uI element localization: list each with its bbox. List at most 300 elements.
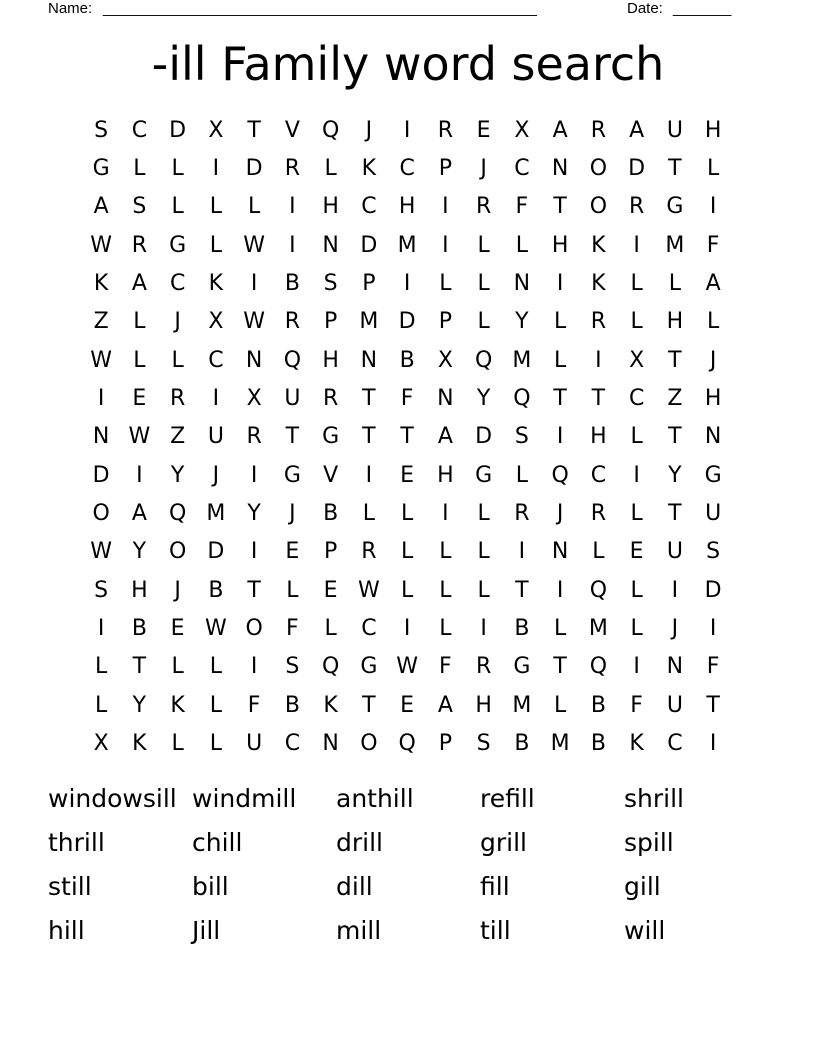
grid-letter: P bbox=[362, 271, 376, 297]
grid-letter: X bbox=[246, 386, 262, 412]
grid-letter: J bbox=[365, 117, 373, 143]
grid-letter: G bbox=[360, 654, 378, 680]
grid-letter: M bbox=[512, 692, 532, 718]
grid-letter: I bbox=[633, 462, 640, 488]
word-list-item: anthill bbox=[336, 783, 414, 813]
grid-letter: H bbox=[704, 386, 722, 412]
grid-letter: D bbox=[207, 539, 225, 565]
grid-letter: L bbox=[515, 232, 528, 258]
grid-letter: N bbox=[551, 539, 569, 565]
word-list-item: drill bbox=[336, 827, 383, 857]
grid-letter: B bbox=[514, 616, 530, 642]
grid-letter: T bbox=[668, 156, 682, 182]
grid-letter: G bbox=[704, 462, 722, 488]
grid-letter: W bbox=[90, 539, 112, 565]
grid-letter: L bbox=[439, 271, 452, 297]
grid-letter: G bbox=[92, 156, 110, 182]
word-list-item: refill bbox=[480, 783, 535, 813]
grid-letter: L bbox=[553, 347, 567, 373]
grid-letter: R bbox=[590, 309, 607, 335]
grid-letter: I bbox=[136, 462, 143, 488]
grid-letter: N bbox=[322, 232, 339, 258]
grid-letter: T bbox=[553, 194, 567, 220]
grid-letter: E bbox=[400, 462, 415, 488]
grid-letter: F bbox=[706, 232, 720, 258]
grid-letter: S bbox=[323, 271, 338, 297]
word-list-item: bill bbox=[192, 871, 229, 901]
grid-letter: L bbox=[133, 156, 146, 182]
grid-letter: L bbox=[247, 194, 261, 220]
grid-letter: H bbox=[131, 577, 148, 603]
grid-letter: L bbox=[477, 539, 490, 565]
grid-letter: T bbox=[668, 347, 682, 373]
word-list-item: mill bbox=[336, 915, 382, 945]
grid-letter: I bbox=[212, 156, 220, 182]
grid-letter: E bbox=[476, 117, 491, 143]
word-list-item: spill bbox=[624, 827, 674, 857]
grid-letter: B bbox=[323, 501, 339, 527]
grid-letter: S bbox=[514, 424, 529, 450]
grid-letter: R bbox=[284, 309, 301, 335]
grid-letter: T bbox=[553, 654, 567, 680]
word-list bbox=[48, 776, 768, 952]
grid-letter: I bbox=[250, 271, 258, 297]
grid-letter: I bbox=[442, 194, 449, 220]
grid-letter: R bbox=[437, 117, 454, 143]
grid-letter: T bbox=[668, 424, 682, 450]
grid-letter: V bbox=[284, 117, 300, 143]
grid-letter: O bbox=[589, 156, 608, 182]
grid-letter: T bbox=[362, 424, 376, 450]
grid-letter: F bbox=[247, 692, 261, 718]
grid-letter: I bbox=[556, 577, 564, 603]
grid-letter: J bbox=[212, 462, 220, 488]
grid-letter: Q bbox=[589, 654, 608, 680]
grid-letter: I bbox=[403, 271, 411, 297]
grid-letter: D bbox=[360, 232, 378, 258]
grid-letter: T bbox=[285, 424, 300, 450]
grid-letter: L bbox=[630, 309, 643, 335]
grid-letter: J bbox=[709, 347, 717, 373]
grid-letter: X bbox=[437, 347, 453, 373]
grid-letter: H bbox=[475, 692, 492, 718]
grid-letter: S bbox=[94, 577, 109, 603]
grid-letter: F bbox=[706, 654, 720, 680]
grid-letter: H bbox=[590, 424, 607, 450]
grid-letter: X bbox=[514, 117, 530, 143]
grid-letter: L bbox=[630, 577, 643, 603]
grid-letter: Z bbox=[170, 424, 186, 450]
grid-letter: I bbox=[709, 731, 717, 757]
grid-letter: S bbox=[94, 117, 109, 143]
grid-letter: I bbox=[595, 347, 602, 373]
grid-letter: L bbox=[477, 577, 490, 603]
grid-letter: U bbox=[666, 117, 683, 143]
grid-letter: B bbox=[590, 731, 606, 757]
date-label: Date: bbox=[627, 0, 663, 17]
grid-letter: F bbox=[515, 194, 529, 220]
grid-letter: R bbox=[590, 501, 607, 527]
grid-letter: C bbox=[399, 156, 415, 182]
grid-letter: I bbox=[97, 616, 105, 642]
grid-letter: C bbox=[284, 731, 301, 757]
grid-letter: Y bbox=[132, 692, 147, 718]
word-list-item: will bbox=[624, 915, 666, 945]
grid-letter: L bbox=[324, 156, 337, 182]
grid-letter: T bbox=[591, 386, 606, 412]
grid-letter: A bbox=[93, 194, 109, 220]
grid-letter: U bbox=[207, 424, 224, 450]
grid-letter: T bbox=[668, 501, 682, 527]
word-list-item: thrill bbox=[48, 827, 105, 857]
grid-letter: L bbox=[209, 731, 222, 757]
grid-letter: K bbox=[629, 731, 644, 757]
grid-letter: L bbox=[209, 654, 222, 680]
grid-letter: K bbox=[93, 271, 109, 297]
word-list-item: still bbox=[48, 871, 92, 901]
grid-letter: L bbox=[171, 731, 184, 757]
grid-letter: N bbox=[704, 424, 722, 450]
grid-letter: Q bbox=[398, 731, 416, 757]
grid-letter: O bbox=[245, 616, 263, 642]
grid-letter: L bbox=[171, 654, 184, 680]
grid-letter: R bbox=[475, 654, 492, 680]
grid-letter: U bbox=[246, 731, 263, 757]
grid-letter: L bbox=[400, 577, 414, 603]
grid-letter: L bbox=[400, 501, 414, 527]
grid-letter: Y bbox=[668, 462, 682, 488]
grid-letter: L bbox=[630, 501, 643, 527]
grid-letter: Q bbox=[321, 117, 340, 143]
grid-letter: I bbox=[365, 462, 373, 488]
grid-letter: K bbox=[170, 692, 185, 718]
grid-letter: X bbox=[208, 309, 224, 335]
grid-letter: W bbox=[204, 616, 227, 642]
grid-letter: B bbox=[284, 692, 300, 718]
grid-letter: W bbox=[128, 424, 151, 450]
grid-letter: L bbox=[133, 309, 146, 335]
grid-letter: B bbox=[399, 347, 415, 373]
grid-letter: E bbox=[629, 539, 644, 565]
grid-letter: F bbox=[286, 616, 299, 642]
word-list-item: fill bbox=[480, 871, 510, 901]
word-list-item: dill bbox=[336, 871, 373, 901]
grid-letter: N bbox=[666, 654, 684, 680]
grid-letter: R bbox=[475, 194, 492, 220]
word-list-item: windmill bbox=[192, 783, 297, 813]
grid-letter: A bbox=[629, 117, 645, 143]
grid-letter: U bbox=[284, 386, 301, 412]
grid-letter: I bbox=[212, 386, 220, 412]
grid-letter: L bbox=[400, 539, 414, 565]
grid-letter: I bbox=[709, 616, 717, 642]
grid-letter: S bbox=[132, 194, 147, 220]
grid-letter: H bbox=[322, 194, 339, 220]
grid-letter: L bbox=[94, 654, 108, 680]
grid-letter: Y bbox=[132, 539, 147, 565]
grid-letter: L bbox=[439, 616, 452, 642]
grid-letter: E bbox=[132, 386, 147, 412]
grid-letter: L bbox=[171, 347, 184, 373]
grid-letter: D bbox=[398, 309, 416, 335]
grid-letter: L bbox=[515, 462, 528, 488]
grid-letter: E bbox=[170, 616, 185, 642]
grid-letter: I bbox=[97, 386, 105, 412]
grid-letter: L bbox=[477, 271, 490, 297]
grid-letter: A bbox=[705, 271, 721, 297]
grid-letter: W bbox=[90, 347, 112, 373]
grid-letter: Q bbox=[474, 347, 493, 373]
grid-letter: P bbox=[438, 309, 453, 335]
grid-letter: I bbox=[289, 232, 296, 258]
grid-letter: X bbox=[629, 347, 645, 373]
grid-letter: R bbox=[131, 232, 148, 258]
grid-letter: I bbox=[403, 117, 411, 143]
grid-letter: F bbox=[439, 654, 452, 680]
grid-letter: D bbox=[704, 577, 722, 603]
grid-letter: I bbox=[403, 616, 411, 642]
grid-letter: M bbox=[397, 232, 417, 258]
grid-letter: H bbox=[704, 117, 722, 143]
grid-letter: L bbox=[171, 156, 184, 182]
grid-letter: L bbox=[439, 539, 452, 565]
grid-letter: X bbox=[208, 117, 224, 143]
grid-letter: I bbox=[671, 577, 679, 603]
grid-letter: I bbox=[480, 616, 487, 642]
grid-letter: L bbox=[553, 616, 567, 642]
grid-letter: D bbox=[628, 156, 646, 182]
grid-letter: I bbox=[442, 501, 449, 527]
grid-letter: L bbox=[209, 232, 222, 258]
grid-letter: S bbox=[476, 731, 491, 757]
grid-letter: L bbox=[171, 194, 184, 220]
grid-letter: L bbox=[477, 501, 490, 527]
grid-letter: L bbox=[668, 271, 681, 297]
grid-letter: L bbox=[630, 616, 643, 642]
grid-letter: C bbox=[208, 347, 224, 373]
grid-letter: N bbox=[322, 731, 339, 757]
grid-letter: G bbox=[475, 462, 493, 488]
grid-letter: B bbox=[131, 616, 147, 642]
name-label: Name: bbox=[48, 0, 93, 17]
grid-letter: N bbox=[360, 347, 378, 373]
grid-letter: I bbox=[289, 194, 296, 220]
grid-letter: L bbox=[286, 577, 299, 603]
grid-letter: A bbox=[437, 692, 453, 718]
grid-letter: M bbox=[665, 232, 685, 258]
grid-letter: M bbox=[588, 616, 608, 642]
grid-letter: D bbox=[475, 424, 493, 450]
grid-letter: V bbox=[323, 462, 339, 488]
grid-letter: H bbox=[551, 232, 569, 258]
grid-letter: X bbox=[93, 731, 109, 757]
grid-letter: F bbox=[400, 386, 414, 412]
grid-letter: K bbox=[323, 692, 338, 718]
grid-letter: Y bbox=[515, 309, 529, 335]
grid-letter: L bbox=[209, 194, 222, 220]
grid-letter: A bbox=[552, 117, 568, 143]
grid-letter: I bbox=[442, 232, 449, 258]
grid-letter: F bbox=[630, 692, 643, 718]
grid-letter: I bbox=[250, 462, 258, 488]
grid-letter: E bbox=[400, 692, 415, 718]
grid-letter: U bbox=[666, 539, 683, 565]
grid-letter: T bbox=[362, 386, 376, 412]
grid-letter: L bbox=[133, 347, 146, 373]
word-list-item: gill bbox=[624, 871, 661, 901]
grid-letter: N bbox=[513, 271, 531, 297]
grid-letter: Z bbox=[93, 309, 109, 335]
grid-letter: S bbox=[706, 539, 721, 565]
header-line bbox=[48, 0, 748, 18]
grid-letter: C bbox=[169, 271, 186, 297]
grid-letter: H bbox=[322, 347, 339, 373]
grid-letter: Y bbox=[247, 501, 261, 527]
grid-letter: C bbox=[590, 462, 607, 488]
grid-letter: L bbox=[94, 692, 108, 718]
grid-letter: Y bbox=[170, 462, 185, 488]
grid-letter: P bbox=[438, 731, 453, 757]
date-blank-line: _______ bbox=[673, 0, 732, 17]
letter-grid bbox=[82, 111, 732, 763]
grid-letter: L bbox=[362, 501, 375, 527]
grid-letter: C bbox=[361, 616, 377, 642]
grid-letter: L bbox=[553, 692, 567, 718]
grid-letter: W bbox=[90, 232, 112, 258]
grid-letter: R bbox=[628, 194, 645, 220]
grid-letter: D bbox=[169, 117, 187, 143]
grid-letter: C bbox=[628, 386, 645, 412]
grid-letter: A bbox=[437, 424, 453, 450]
word-list-item: hill bbox=[48, 915, 85, 945]
grid-letter: B bbox=[514, 731, 530, 757]
grid-letter: M bbox=[206, 501, 226, 527]
grid-letter: W bbox=[243, 309, 265, 335]
grid-letter: E bbox=[323, 577, 338, 603]
grid-letter: T bbox=[706, 692, 720, 718]
grid-letter: R bbox=[514, 501, 530, 527]
name-blank-line: ____________________________________________________ bbox=[103, 0, 537, 17]
grid-letter: E bbox=[285, 539, 300, 565]
grid-letter: T bbox=[247, 117, 261, 143]
grid-letter: B bbox=[590, 692, 606, 718]
grid-letter: T bbox=[132, 654, 147, 680]
grid-letter: M bbox=[359, 309, 379, 335]
grid-letter: G bbox=[666, 194, 684, 220]
grid-letter: J bbox=[556, 501, 564, 527]
grid-letter: Q bbox=[551, 462, 569, 488]
grid-letter: J bbox=[480, 156, 487, 182]
grid-letter: Q bbox=[321, 654, 340, 680]
grid-letter: R bbox=[590, 117, 607, 143]
grid-letter: G bbox=[513, 654, 531, 680]
grid-letter: W bbox=[357, 577, 380, 603]
grid-letter: M bbox=[512, 347, 532, 373]
grid-letter: K bbox=[208, 271, 224, 297]
grid-letter: N bbox=[551, 156, 569, 182]
grid-letter: P bbox=[323, 539, 338, 565]
word-list-item: Jill bbox=[192, 915, 221, 945]
grid-letter: A bbox=[131, 271, 147, 297]
grid-letter: I bbox=[556, 271, 564, 297]
grid-letter: N bbox=[437, 386, 454, 412]
grid-letter: Q bbox=[168, 501, 187, 527]
grid-letter: T bbox=[400, 424, 414, 450]
grid-letter: D bbox=[245, 156, 263, 182]
grid-letter: P bbox=[438, 156, 453, 182]
grid-letter: L bbox=[706, 309, 720, 335]
grid-letter: U bbox=[705, 501, 722, 527]
grid-letter: I bbox=[250, 654, 258, 680]
grid-letter: Y bbox=[476, 386, 491, 412]
grid-letter: I bbox=[250, 539, 258, 565]
grid-letter: L bbox=[706, 156, 720, 182]
grid-letter: R bbox=[246, 424, 262, 450]
grid-letter: J bbox=[174, 577, 181, 603]
grid-letter: Q bbox=[513, 386, 531, 412]
grid-letter: J bbox=[174, 309, 181, 335]
grid-letter: T bbox=[247, 577, 261, 603]
grid-letter: L bbox=[477, 309, 490, 335]
grid-letter: A bbox=[131, 501, 147, 527]
grid-letter: L bbox=[324, 616, 337, 642]
grid-letter: H bbox=[398, 194, 416, 220]
word-list-item: till bbox=[480, 915, 511, 945]
grid-letter: I bbox=[633, 232, 640, 258]
grid-letter: T bbox=[553, 386, 567, 412]
grid-letter: T bbox=[515, 577, 529, 603]
grid-letter: M bbox=[550, 731, 570, 757]
grid-letter: Q bbox=[589, 577, 608, 603]
grid-letter: L bbox=[630, 424, 643, 450]
grid-letter: S bbox=[285, 654, 300, 680]
grid-letter: P bbox=[323, 309, 338, 335]
grid-letter: K bbox=[361, 156, 377, 182]
grid-letter: G bbox=[283, 462, 301, 488]
grid-letter: L bbox=[553, 309, 567, 335]
grid-letter: G bbox=[169, 232, 187, 258]
grid-letter: R bbox=[169, 386, 186, 412]
grid-letter: R bbox=[284, 156, 301, 182]
grid-letter: I bbox=[633, 654, 640, 680]
grid-letter: C bbox=[667, 731, 683, 757]
grid-letter: O bbox=[360, 731, 378, 757]
grid-letter: L bbox=[592, 539, 605, 565]
grid-letter: W bbox=[243, 232, 265, 258]
grid-letter: I bbox=[709, 194, 717, 220]
page-title: -ill Family word search bbox=[151, 37, 665, 91]
word-list-item: shrill bbox=[624, 783, 684, 813]
grid-letter: T bbox=[362, 692, 376, 718]
grid-letter: G bbox=[322, 424, 340, 450]
grid-letter: L bbox=[630, 271, 643, 297]
grid-letter: Z bbox=[667, 386, 683, 412]
grid-letter: N bbox=[245, 347, 263, 373]
grid-letter: R bbox=[361, 539, 377, 565]
grid-letter: U bbox=[666, 692, 683, 718]
word-list-item: windowsill bbox=[48, 783, 177, 813]
grid-letter: B bbox=[208, 577, 224, 603]
grid-letter: O bbox=[168, 539, 187, 565]
grid-letter: C bbox=[361, 194, 377, 220]
grid-letter: R bbox=[322, 386, 339, 412]
grid-letter: Q bbox=[283, 347, 302, 373]
grid-letter: K bbox=[591, 271, 606, 297]
word-list-item: grill bbox=[480, 827, 527, 857]
grid-letter: B bbox=[284, 271, 300, 297]
grid-letter: J bbox=[671, 616, 679, 642]
grid-letter: O bbox=[589, 194, 608, 220]
